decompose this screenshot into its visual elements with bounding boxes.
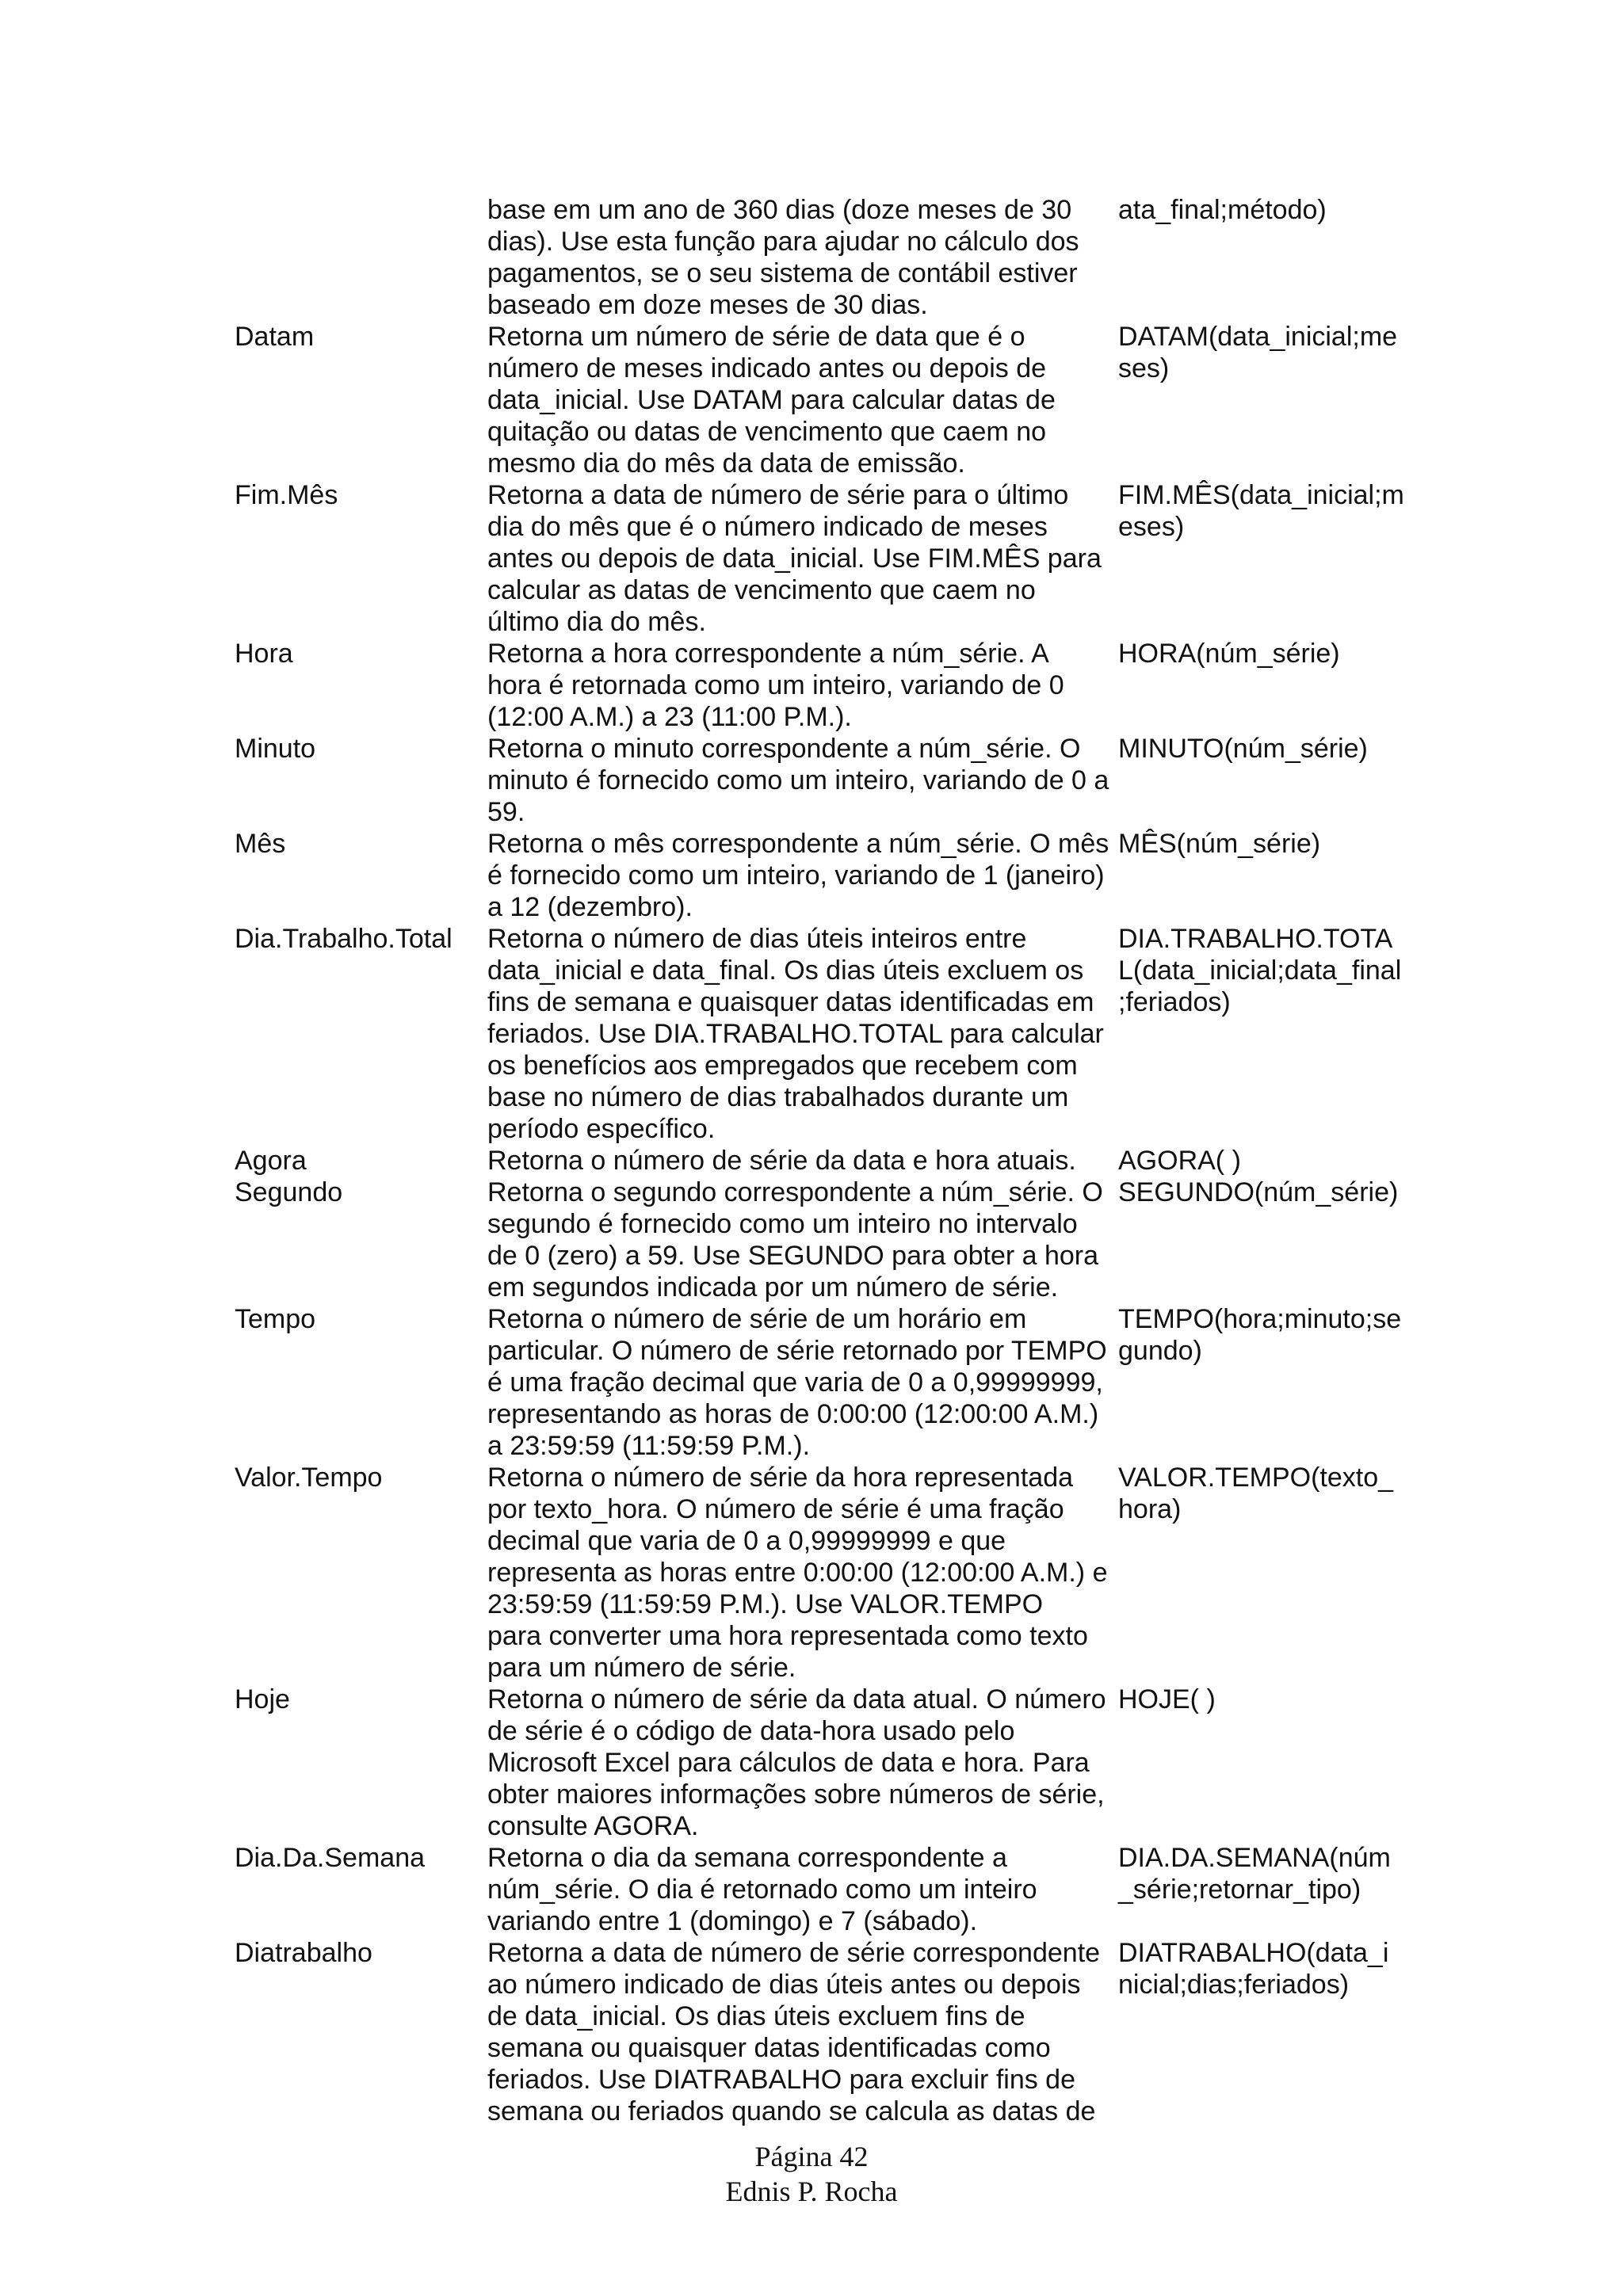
table-row xyxy=(235,638,1455,733)
functions-table xyxy=(235,194,1455,2127)
function-syntax: VALOR.TEMPO(texto_ hora) xyxy=(1118,1463,1394,1524)
function-description: Retorna a hora correspondente a núm_série. A hora é retornada como um inteiro, variando de 0 (12:00 A.M.) a 23 (11:00 P.M.). xyxy=(487,639,1064,732)
function-syntax: ata_final;método) xyxy=(1118,195,1327,225)
function-description: Retorna o número de série da data e hora atuais. xyxy=(487,1146,1076,1176)
function-description: Retorna a data de número de série para o último dia do mês que é o número indicado de meses antes ou depois de data_inicial. Use FIM.MÊS para calcular as datas de vencimento que caem no último dia do mês. xyxy=(487,480,1102,637)
function-syntax: DIA.DA.SEMANA(núm _série;retornar_tipo) xyxy=(1118,1843,1391,1905)
function-description: Retorna o número de dias úteis inteiros entre data_inicial e data_final. Os dias úteis excluem os fins de semana e quaisquer datas identificadas em feriados. Use DIA.TRABALHO.TOTAL para calcular os benefícios aos empregados que recebem com base no número de dias trabalhados durante um período específico. xyxy=(487,924,1104,1144)
function-name: Hora xyxy=(235,639,293,669)
table-row xyxy=(235,1462,1455,1684)
table-row xyxy=(235,1937,1455,2127)
function-description: Retorna o número de série da hora representada por texto_hora. O número de série é uma fração decimal que varia de 0 a 0,99999999 e que representa as horas entre 0:00:00 (12:00:00 A.M.) e 23:59:59 (11:59:59 P.M.). Use VALOR.TEMPO para converter uma hora representada como texto para um número de série. xyxy=(487,1463,1108,1683)
function-syntax: HOJE( ) xyxy=(1118,1684,1216,1714)
table-row xyxy=(235,321,1455,479)
function-syntax: MÊS(núm_série) xyxy=(1118,829,1321,859)
function-description: Retorna um número de série de data que é o número de meses indicado antes ou depois de data_inicial. Use DATAM para calcular datas de quitação ou datas de vencimento que caem no mesmo dia do mês da data de emissão. xyxy=(487,322,1056,479)
author-name: Ednis P. Rocha xyxy=(725,2176,898,2207)
function-description: Retorna o dia da semana correspondente a núm_série. O dia é retornado como um inteiro variando entre 1 (domingo) e 7 (sábado). xyxy=(487,1843,1037,1936)
table-row xyxy=(235,1145,1455,1177)
function-syntax: DATAM(data_inicial;me ses) xyxy=(1118,322,1398,383)
function-name: Valor.Tempo xyxy=(235,1463,383,1493)
function-name: Hoje xyxy=(235,1684,290,1714)
table-row xyxy=(235,1842,1455,1937)
function-name: Segundo xyxy=(235,1177,343,1207)
function-syntax: DIATRABALHO(data_i nicial;dias;feriados) xyxy=(1118,1938,1389,2000)
function-description: Retorna a data de número de série correspondente ao número indicado de dias úteis antes ou depois de data_inicial. Os dias úteis excluem fins de semana ou quaisquer datas identificadas como feriados. Use DIATRABALHO para excluir fins de semana ou feriados quando se calcula as datas de xyxy=(487,1938,1101,2126)
function-syntax: TEMPO(hora;minuto;se gundo) xyxy=(1118,1304,1402,1366)
page-number: Página 42 xyxy=(754,2141,869,2172)
table-row xyxy=(235,479,1455,638)
function-description: Retorna o minuto correspondente a núm_série. O minuto é fornecido como um inteiro, variando de 0 a 59. xyxy=(487,734,1109,827)
function-syntax: FIM.MÊS(data_inicial;m eses) xyxy=(1118,480,1404,542)
function-name: Diatrabalho xyxy=(235,1938,372,1968)
function-syntax: MINUTO(núm_série) xyxy=(1118,734,1368,764)
table-row xyxy=(235,1684,1455,1842)
function-syntax: HORA(núm_série) xyxy=(1118,639,1340,669)
function-description: Retorna o número de série de um horário em particular. O número de série retornado por TEMPO é uma fração decimal que varia de 0 a 0,99999999, representando as horas de 0:00:00 (12:00:00 A.M.) a 23:59:59 (11:59:59 P.M.). xyxy=(487,1304,1107,1461)
function-description: base em um ano de 360 dias (doze meses de 30 dias). Use esta função para ajudar no cálculo dos pagamentos, se o seu sistema de contábil estiver baseado em doze meses de 30 dias. xyxy=(487,195,1079,320)
table-row xyxy=(235,828,1455,923)
function-description: Retorna o segundo correspondente a núm_série. O segundo é fornecido como um inteiro no intervalo de 0 (zero) a 59. Use SEGUNDO para obter a hora em segundos indicada por um número de série. xyxy=(487,1177,1103,1302)
table-row xyxy=(235,194,1455,321)
function-name: Tempo xyxy=(235,1304,316,1334)
function-description: Retorna o mês correspondente a núm_série. O mês é fornecido como um inteiro, variando de 1 (janeiro) a 12 (dezembro). xyxy=(487,829,1109,922)
table-row xyxy=(235,1303,1455,1462)
function-name: Datam xyxy=(235,322,315,352)
function-syntax: SEGUNDO(núm_série) xyxy=(1118,1177,1399,1207)
function-name: Dia.Da.Semana xyxy=(235,1843,426,1873)
function-name: Dia.Trabalho.Total xyxy=(235,924,453,954)
function-name: Fim.Mês xyxy=(235,480,338,510)
function-name: Agora xyxy=(235,1146,307,1176)
function-syntax: AGORA( ) xyxy=(1118,1146,1241,1176)
table-row xyxy=(235,1177,1455,1303)
function-syntax: DIA.TRABALHO.TOTA L(data_inicial;data_final ;feriados) xyxy=(1118,924,1402,1017)
function-name: Minuto xyxy=(235,734,316,764)
function-name: Mês xyxy=(235,829,286,859)
table-row xyxy=(235,923,1455,1145)
function-description: Retorna o número de série da data atual. O número de série é o código de data-hora usado pelo Microsoft Excel para cálculos de data e hora. Para obter maiores informações sobre números de série, consulte AGORA. xyxy=(487,1684,1106,1841)
table-row xyxy=(235,733,1455,828)
